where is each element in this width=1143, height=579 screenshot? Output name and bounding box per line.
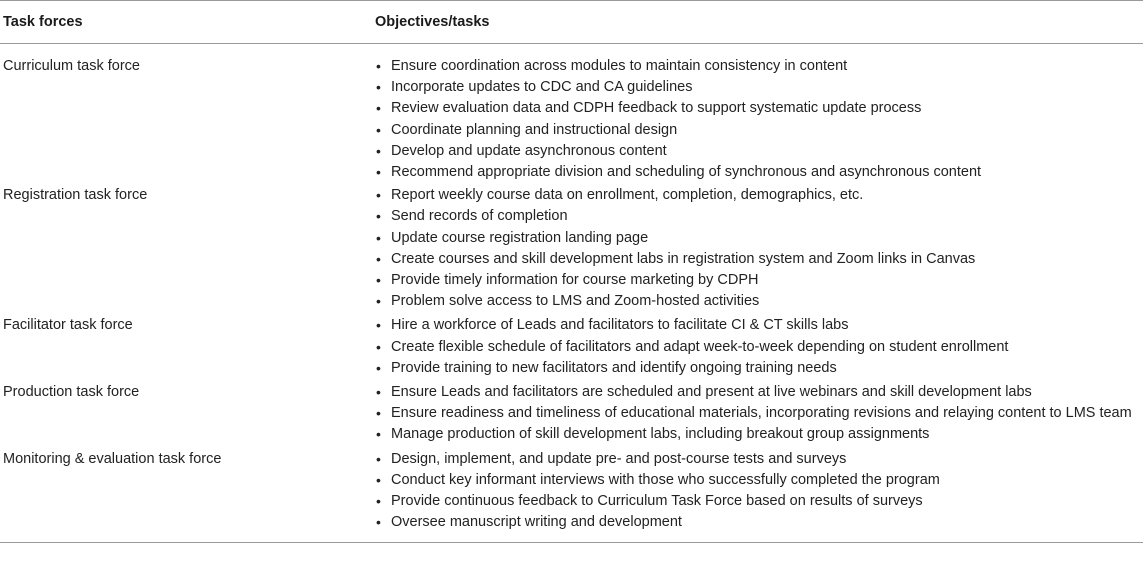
task-list-item — [375, 337, 1133, 358]
task-list-item — [375, 98, 1133, 119]
objectives-cell — [375, 449, 1143, 534]
task-list-item — [375, 491, 1133, 512]
task-list-item — [375, 162, 1133, 183]
task-text: Recommend appropriate division and scheduling of synchronous and asynchronous content — [391, 164, 982, 181]
task-list-item — [375, 249, 1133, 270]
bullet-icon: • — [376, 317, 381, 334]
table-row — [0, 379, 1143, 446]
bullet-icon: • — [376, 384, 381, 401]
table-bottom-rule — [0, 542, 1143, 543]
bullet-icon: • — [376, 426, 381, 443]
table-bottom-spacer — [0, 533, 1143, 542]
table-row — [0, 446, 1143, 534]
task-list — [375, 56, 1133, 183]
bullet-icon: • — [376, 405, 381, 422]
task-text: Provide continuous feedback to Curriculum Task Force based on results of surveys — [391, 493, 923, 510]
task-list-item — [375, 270, 1133, 291]
bullet-icon: • — [376, 187, 381, 204]
task-force-name: Production task force — [3, 384, 140, 401]
task-list — [375, 382, 1133, 446]
bullet-icon: • — [376, 58, 381, 74]
table-header — [0, 1, 1143, 43]
header-task-forces: Task forces — [3, 14, 83, 30]
task-list-item — [375, 141, 1133, 162]
bullet-icon: • — [376, 79, 381, 96]
task-text: Oversee manuscript writing and development — [391, 514, 682, 531]
task-list — [375, 449, 1133, 534]
task-list-item — [375, 358, 1133, 379]
bullet-icon: • — [376, 514, 381, 531]
task-list-item — [375, 449, 1133, 470]
task-text: Conduct key informant interviews with those who successfully completed the program — [391, 471, 940, 488]
bullet-icon: • — [376, 229, 381, 246]
task-text: Provide timely information for course marketing by CDPH — [391, 272, 759, 289]
task-list-item — [375, 120, 1133, 141]
task-text: Review evaluation data and CDPH feedback to support systematic update process — [391, 100, 922, 117]
task-list-item — [375, 77, 1133, 98]
bullet-icon: • — [376, 338, 381, 355]
bullet-icon: • — [376, 142, 381, 159]
bullet-icon: • — [376, 359, 381, 376]
task-text: Provide training to new facilitators and identify ongoing training needs — [391, 359, 837, 376]
task-list-item — [375, 56, 1133, 77]
task-list-item — [375, 315, 1133, 336]
task-list-item — [375, 403, 1133, 424]
task-list-item — [375, 228, 1133, 249]
task-text: Incorporate updates to CDC and CA guidelines — [391, 79, 693, 96]
task-list-item — [375, 206, 1133, 227]
task-force-name: Facilitator task force — [3, 317, 133, 334]
task-text: Create courses and skill development labs in registration system and Zoom links in Canvas — [391, 250, 976, 267]
task-list — [375, 315, 1133, 379]
objectives-cell — [375, 382, 1143, 446]
task-list-item — [375, 512, 1133, 533]
bullet-icon: • — [376, 450, 381, 467]
task-list-item — [375, 185, 1133, 206]
objectives-cell — [375, 56, 1143, 183]
task-text: Update course registration landing page — [391, 229, 649, 246]
task-text: Ensure readiness and timeliness of educational materials, incorporating revisions and relaying content to LMS team — [391, 405, 1132, 422]
task-text: Design, implement, and update pre- and post-course tests and surveys — [391, 450, 847, 467]
task-text: Create flexible schedule of facilitators and adapt week-to-week depending on student enrollment — [391, 338, 1009, 355]
task-text: Hire a workforce of Leads and facilitators to facilitate CI & CT skills labs — [391, 317, 849, 334]
bullet-icon: • — [376, 471, 381, 488]
task-text: Problem solve access to LMS and Zoom-hosted activities — [391, 293, 760, 310]
task-text: Report weekly course data on enrollment, completion, demographics, etc. — [391, 187, 864, 204]
task-text: Manage production of skill development labs, including breakout group assignments — [391, 426, 930, 443]
bullet-icon: • — [376, 208, 381, 225]
task-text: Send records of completion — [391, 208, 568, 225]
bullet-icon: • — [376, 100, 381, 117]
task-list — [375, 185, 1133, 312]
task-force-name: Monitoring & evaluation task force — [3, 450, 222, 467]
bullet-icon: • — [376, 121, 381, 138]
task-text: Ensure Leads and facilitators are scheduled and present at live webinars and skill development labs — [391, 384, 1032, 401]
task-list-item — [375, 291, 1133, 312]
table-row — [0, 183, 1143, 312]
task-list-item — [375, 382, 1133, 403]
objectives-cell — [375, 185, 1143, 312]
bullet-icon: • — [376, 164, 381, 181]
task-force-name: Registration task force — [3, 187, 148, 204]
task-text: Ensure coordination across modules to maintain consistency in content — [391, 58, 848, 74]
task-list-item — [375, 424, 1133, 445]
table-body — [0, 44, 1143, 542]
bullet-icon: • — [376, 272, 381, 289]
bullet-icon: • — [376, 250, 381, 267]
task-force-name: Curriculum task force — [3, 58, 140, 74]
bullet-icon: • — [376, 293, 381, 310]
bullet-icon: • — [376, 493, 381, 510]
header-objectives-tasks: Objectives/tasks — [375, 14, 490, 30]
task-text: Coordinate planning and instructional design — [391, 121, 678, 138]
task-list-item — [375, 470, 1133, 491]
task-text: Develop and update asynchronous content — [391, 142, 667, 159]
table-row — [0, 312, 1143, 379]
objectives-cell — [375, 315, 1143, 379]
table-row — [0, 44, 1143, 183]
